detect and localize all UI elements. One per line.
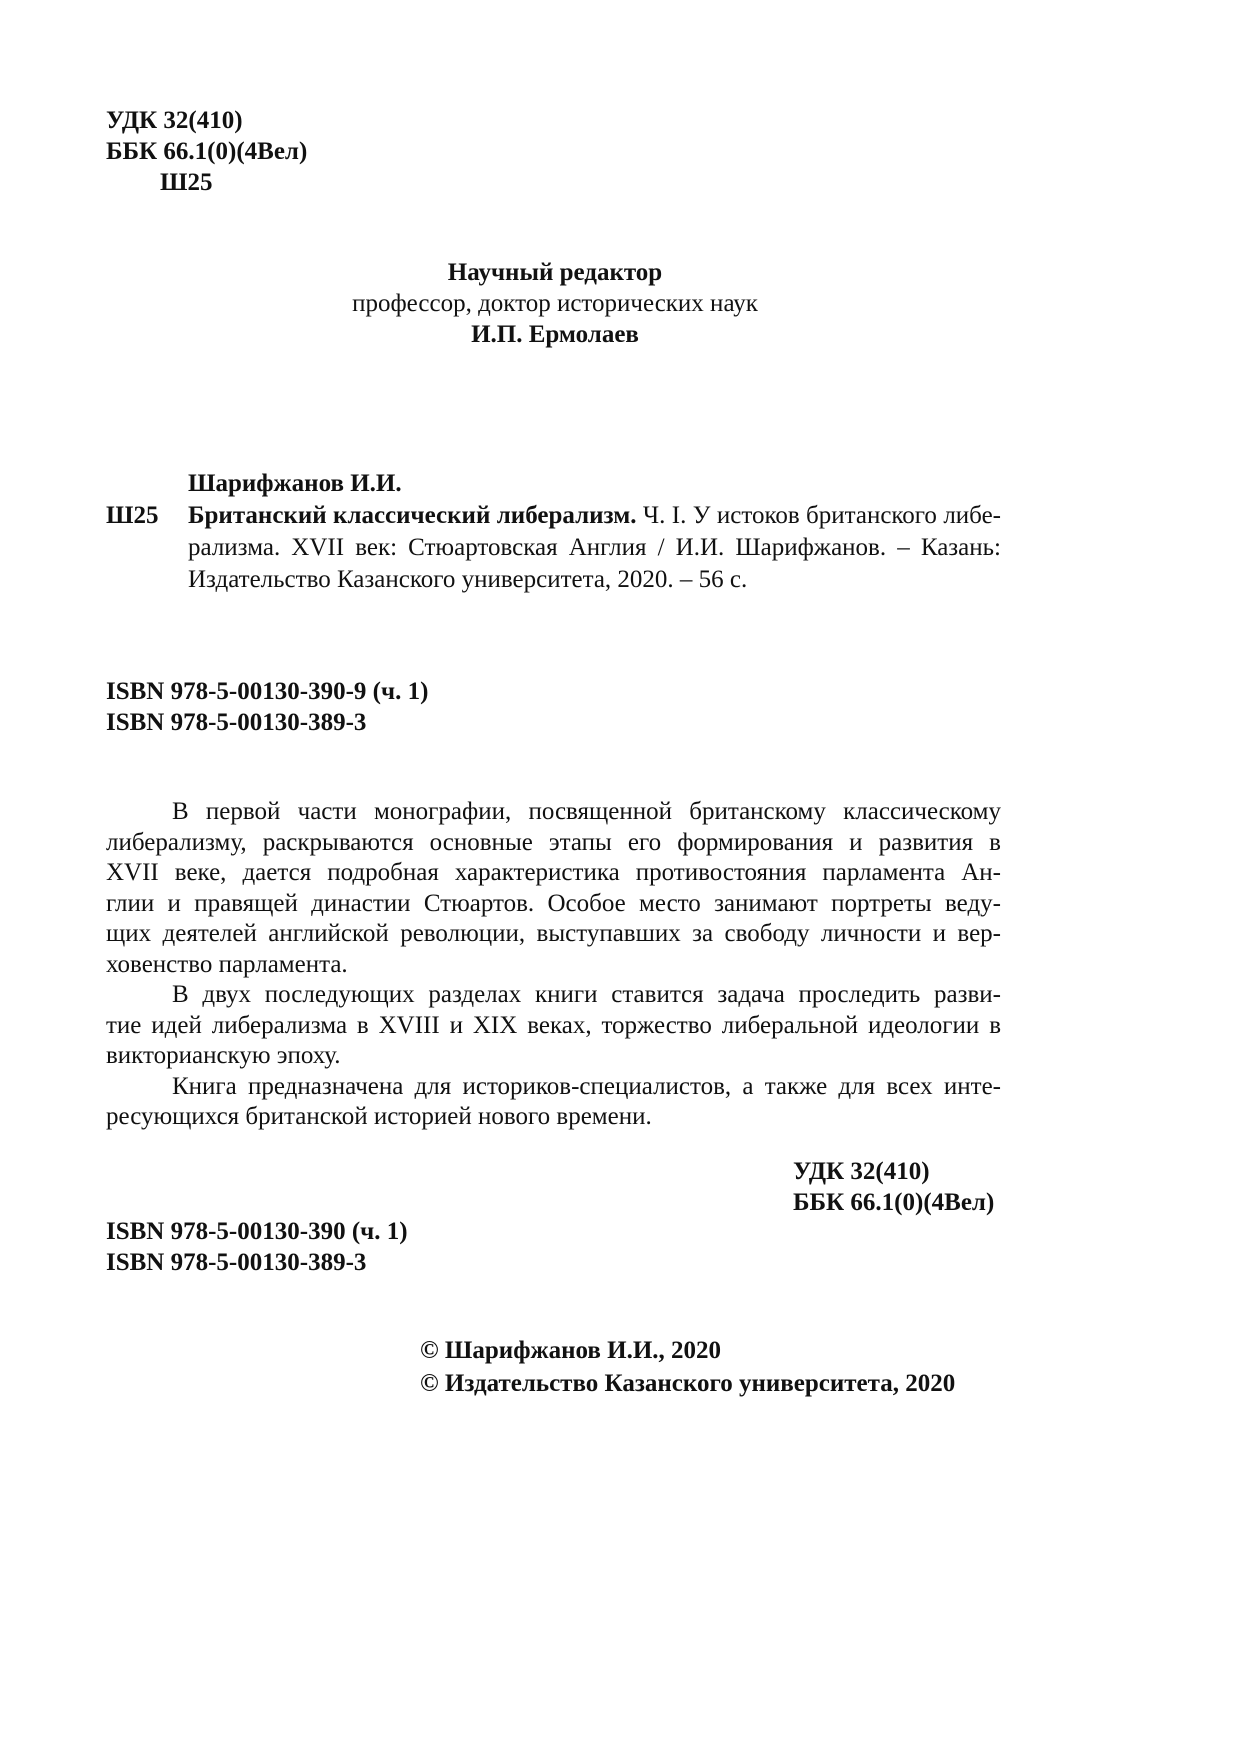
- record-line2: рализма. XVII век: Стюартовская Англия / И.И. Шарифжанов. – Казань:: [188, 534, 1001, 561]
- abstract-line: В первой части монографии, посвященной британскому классическому: [172, 798, 1001, 825]
- abstract-line: В двух последующих разделах книги ставится задача проследить разви-: [172, 981, 1001, 1008]
- bbk-code: ББК 66.1(0)(4Вел): [106, 138, 308, 165]
- bbk-code: ББК 66.1(0)(4Вел): [793, 1189, 995, 1216]
- editor-name: И.П. Ермолаев: [471, 321, 639, 348]
- record-mark: Ш25: [106, 502, 159, 529]
- record-line1: Ч. I. У истоков британского либе-: [636, 502, 1001, 529]
- author-mark: Ш25: [160, 169, 213, 196]
- abstract-line: XVII веке, дается подробная характеристика противостояния парламента Ан-: [106, 859, 1001, 886]
- editor-title: профессор, доктор исторических наук: [352, 290, 758, 317]
- isbn-line: ISBN 978-5-00130-389-3: [106, 709, 367, 736]
- record-title: Британский классический либерализм.: [188, 502, 637, 529]
- abstract-line: щих деятелей английской революции, выступавших за свободу личности и вер-: [106, 920, 1001, 947]
- copyright-author: © Шарифжанов И.И., 2020: [420, 1337, 722, 1364]
- abstract-line: Книга предназначена для историков-специалистов, а также для всех инте-: [172, 1072, 1001, 1100]
- udk-code: УДК 32(410): [106, 107, 243, 134]
- abstract-line: глии и правящей династии Стюартов. Особое место занимают портреты веду-: [106, 889, 1001, 917]
- copyright: [420, 1334, 955, 1400]
- copyright-publisher: © Издательство Казанского университета, 2020: [420, 1370, 956, 1397]
- record-author: Шарифжанов И.И.: [188, 470, 402, 497]
- abstract-line: либерализму, раскрываются основные этапы его формирования и развития в: [106, 828, 1001, 856]
- abstract-line: ховенство парламента.: [106, 950, 348, 978]
- isbn-line: ISBN 978-5-00130-389-3: [106, 1249, 367, 1276]
- isbn-top: [106, 676, 428, 738]
- abstract-line: ресующихся британской историей нового времени.: [106, 1103, 652, 1130]
- abstract-line: викторианскую эпоху.: [106, 1042, 341, 1069]
- editor-heading: Научный редактор: [447, 259, 663, 286]
- isbn-line: ISBN 978-5-00130-390 (ч. 1): [106, 1218, 408, 1245]
- bibliographic-record: [106, 468, 1001, 596]
- classification-codes: [106, 105, 307, 198]
- abstract-line: тие идей либерализма в XVIII и XIX веках, торжество либеральной идеологии в: [106, 1011, 1001, 1039]
- record-line3: Издательство Казанского университета, 2020. – 56 с.: [188, 566, 748, 593]
- abstract: [106, 797, 1001, 1133]
- isbn-bottom: [106, 1216, 408, 1278]
- footer-codes: [793, 1156, 994, 1218]
- isbn-line: ISBN 978-5-00130-390-9 (ч. 1): [106, 678, 429, 705]
- udk-code: УДК 32(410): [793, 1158, 930, 1185]
- scientific-editor: [300, 257, 810, 350]
